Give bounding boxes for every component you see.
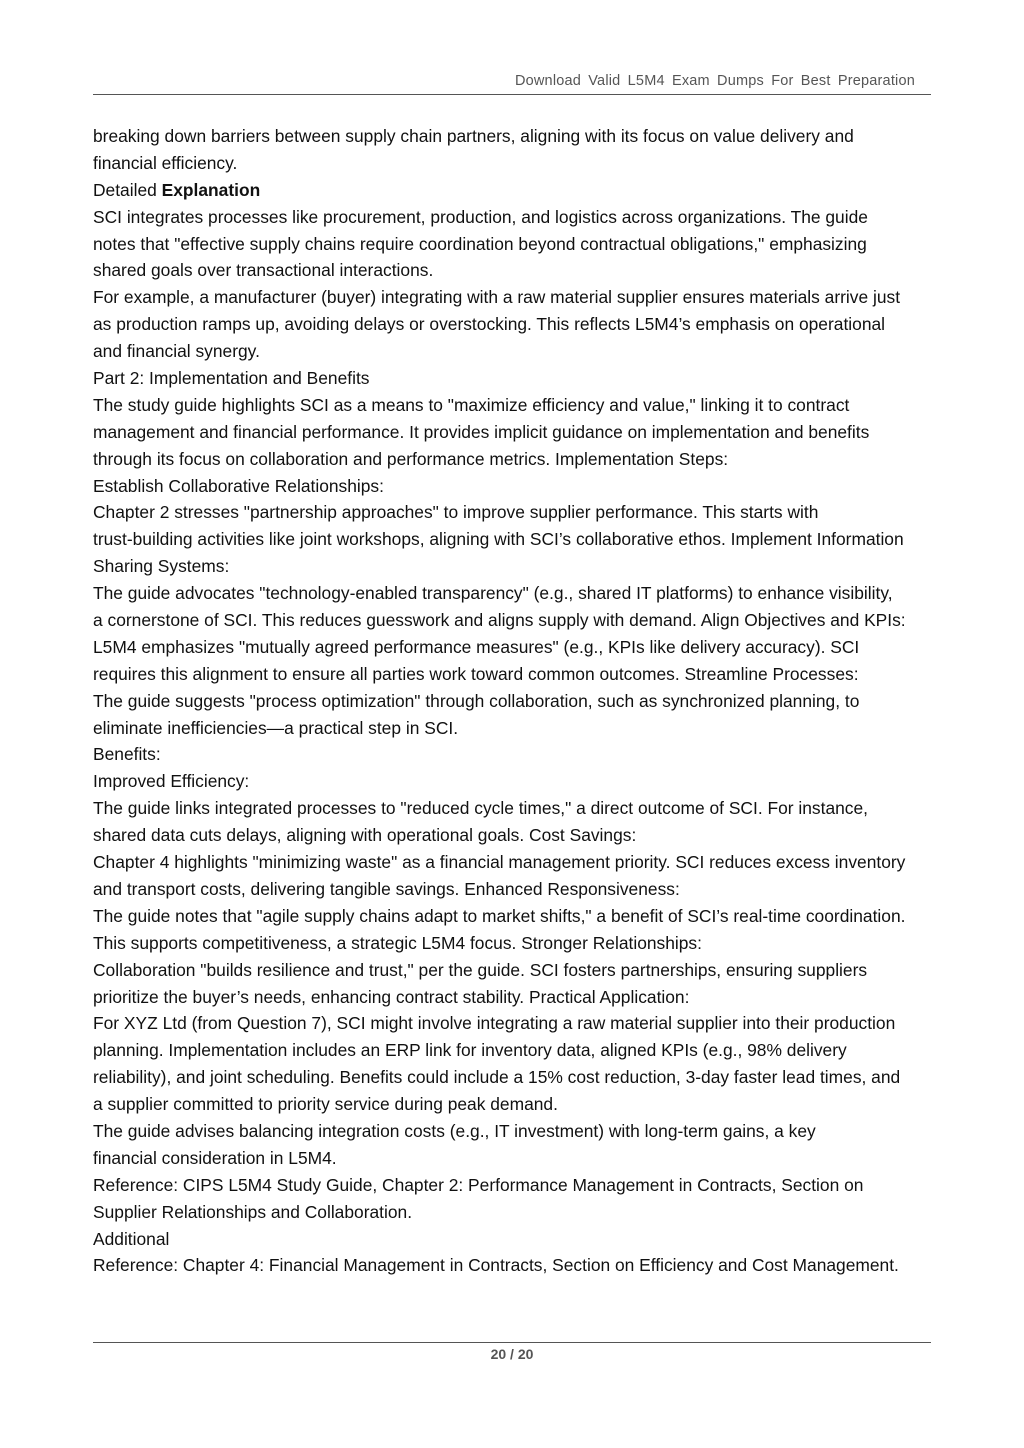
text-line: Improved Efficiency: [93, 771, 250, 792]
text-line: reliability), and joint scheduling. Benefits could include a 15% cost reduction, 3-day faster lead times, and [93, 1067, 901, 1088]
text-line: Part 2: Implementation and Benefits [93, 368, 370, 389]
text-line: SCI integrates processes like procurement, production, and logistics across organizations. The guide [93, 206, 868, 227]
text-line: eliminate inefficiencies—a practical step in SCI. [93, 717, 459, 738]
text-line: Benefits: [93, 744, 161, 765]
text-line: For XYZ Ltd (from Question 7), SCI might involve integrating a raw material supplier into their production [93, 1013, 896, 1034]
text-line: Chapter 2 stresses "partnership approaches" to improve supplier performance. This starts with [93, 502, 819, 523]
text-line: Chapter 4 highlights "minimizing waste" as a financial management priority. SCI reduces excess inventory [93, 852, 906, 873]
text-line: notes that "effective supply chains require coordination beyond contractual obligations," emphasizing [93, 233, 867, 254]
text-line: shared goals over transactional interactions. [93, 260, 434, 281]
bold-heading: Explanation [161, 179, 261, 200]
text-line: Additional [93, 1228, 170, 1249]
text-line: The guide advises balancing integration costs (e.g., IT investment) with long-term gains, a key [93, 1120, 816, 1141]
text-line: a supplier committed to priority service during peak demand. [93, 1094, 558, 1115]
text-line: prioritize the buyer’s needs, enhancing contract stability. Practical Application: [93, 986, 690, 1007]
text-line: Supplier Relationships and Collaboration. [93, 1201, 413, 1222]
text-line: The guide links integrated processes to "reduced cycle times," a direct outcome of SCI. For instance, [93, 798, 869, 819]
text-line: a cornerstone of SCI. This reduces guesswork and aligns supply with demand. Align Objectives and KPIs: [93, 610, 906, 631]
text-line: requires this alignment to ensure all parties work toward common outcomes. Streamline Processes: [93, 663, 859, 684]
text-line: as production ramps up, avoiding delays or overstocking. This reflects L5M4’s emphasis on operational [93, 314, 886, 335]
header-title: Download Valid L5M4 Exam Dumps For Best Preparation [514, 73, 915, 89]
text-line: For example, a manufacturer (buyer) integrating with a raw material supplier ensures materials arrive just [93, 287, 901, 308]
text-line: trust-building activities like joint workshops, aligning with SCI’s collaborative ethos. Implement Information [93, 529, 904, 550]
page-header [93, 72, 931, 95]
text-line: shared data cuts delays, aligning with operational goals. Cost Savings: [93, 825, 637, 846]
text-line: Establish Collaborative Relationships: [93, 475, 384, 496]
text-line: Reference: Chapter 4: Financial Management in Contracts, Section on Efficiency and Cost Management. [93, 1255, 899, 1276]
document-body [93, 123, 936, 1279]
text-line: financial consideration in L5M4. [93, 1147, 337, 1168]
text-line: management and financial performance. It provides implicit guidance on implementation and benefits [93, 421, 870, 442]
text-run: Detailed [93, 179, 162, 200]
text-line: Collaboration "builds resilience and trust," per the guide. SCI fosters partnerships, ensuring suppliers [93, 959, 868, 980]
text-line: through its focus on collaboration and performance metrics. Implementation Steps: [93, 448, 729, 469]
text-line: breaking down barriers between supply chain partners, aligning with its focus on value delivery and [93, 126, 854, 146]
text-line: This supports competitiveness, a strategic L5M4 focus. Stronger Relationships: [93, 932, 702, 953]
text-line: The guide advocates "technology-enabled transparency" (e.g., shared IT platforms) to enhance visibility, [93, 583, 893, 604]
text-line: The guide suggests "process optimization" through collaboration, such as synchronized planning, to [93, 690, 860, 711]
text-line: Reference: CIPS L5M4 Study Guide, Chapter 2: Performance Management in Contracts, Section on [93, 1174, 864, 1195]
page-number: 20 / 20 [490, 1346, 534, 1362]
text-line: The study guide highlights SCI as a means to "maximize efficiency and value," linking it to contract [93, 394, 850, 415]
text-line: planning. Implementation includes an ERP link for inventory data, aligned KPIs (e.g., 98% delivery [93, 1040, 847, 1061]
text-line: and transport costs, delivering tangible savings. Enhanced Responsiveness: [93, 878, 680, 899]
text-line: L5M4 emphasizes "mutually agreed performance measures" (e.g., KPIs like delivery accuracy). SCI [93, 636, 860, 657]
text-line: The guide notes that "agile supply chains adapt to market shifts," a benefit of SCI’s real-time coordination. [93, 905, 906, 926]
text-line: financial efficiency. [93, 152, 238, 173]
text-line [93, 177, 936, 204]
text-line: Sharing Systems: [93, 556, 230, 577]
text-line: and financial synergy. [93, 341, 260, 362]
footer-rule [93, 1342, 931, 1343]
